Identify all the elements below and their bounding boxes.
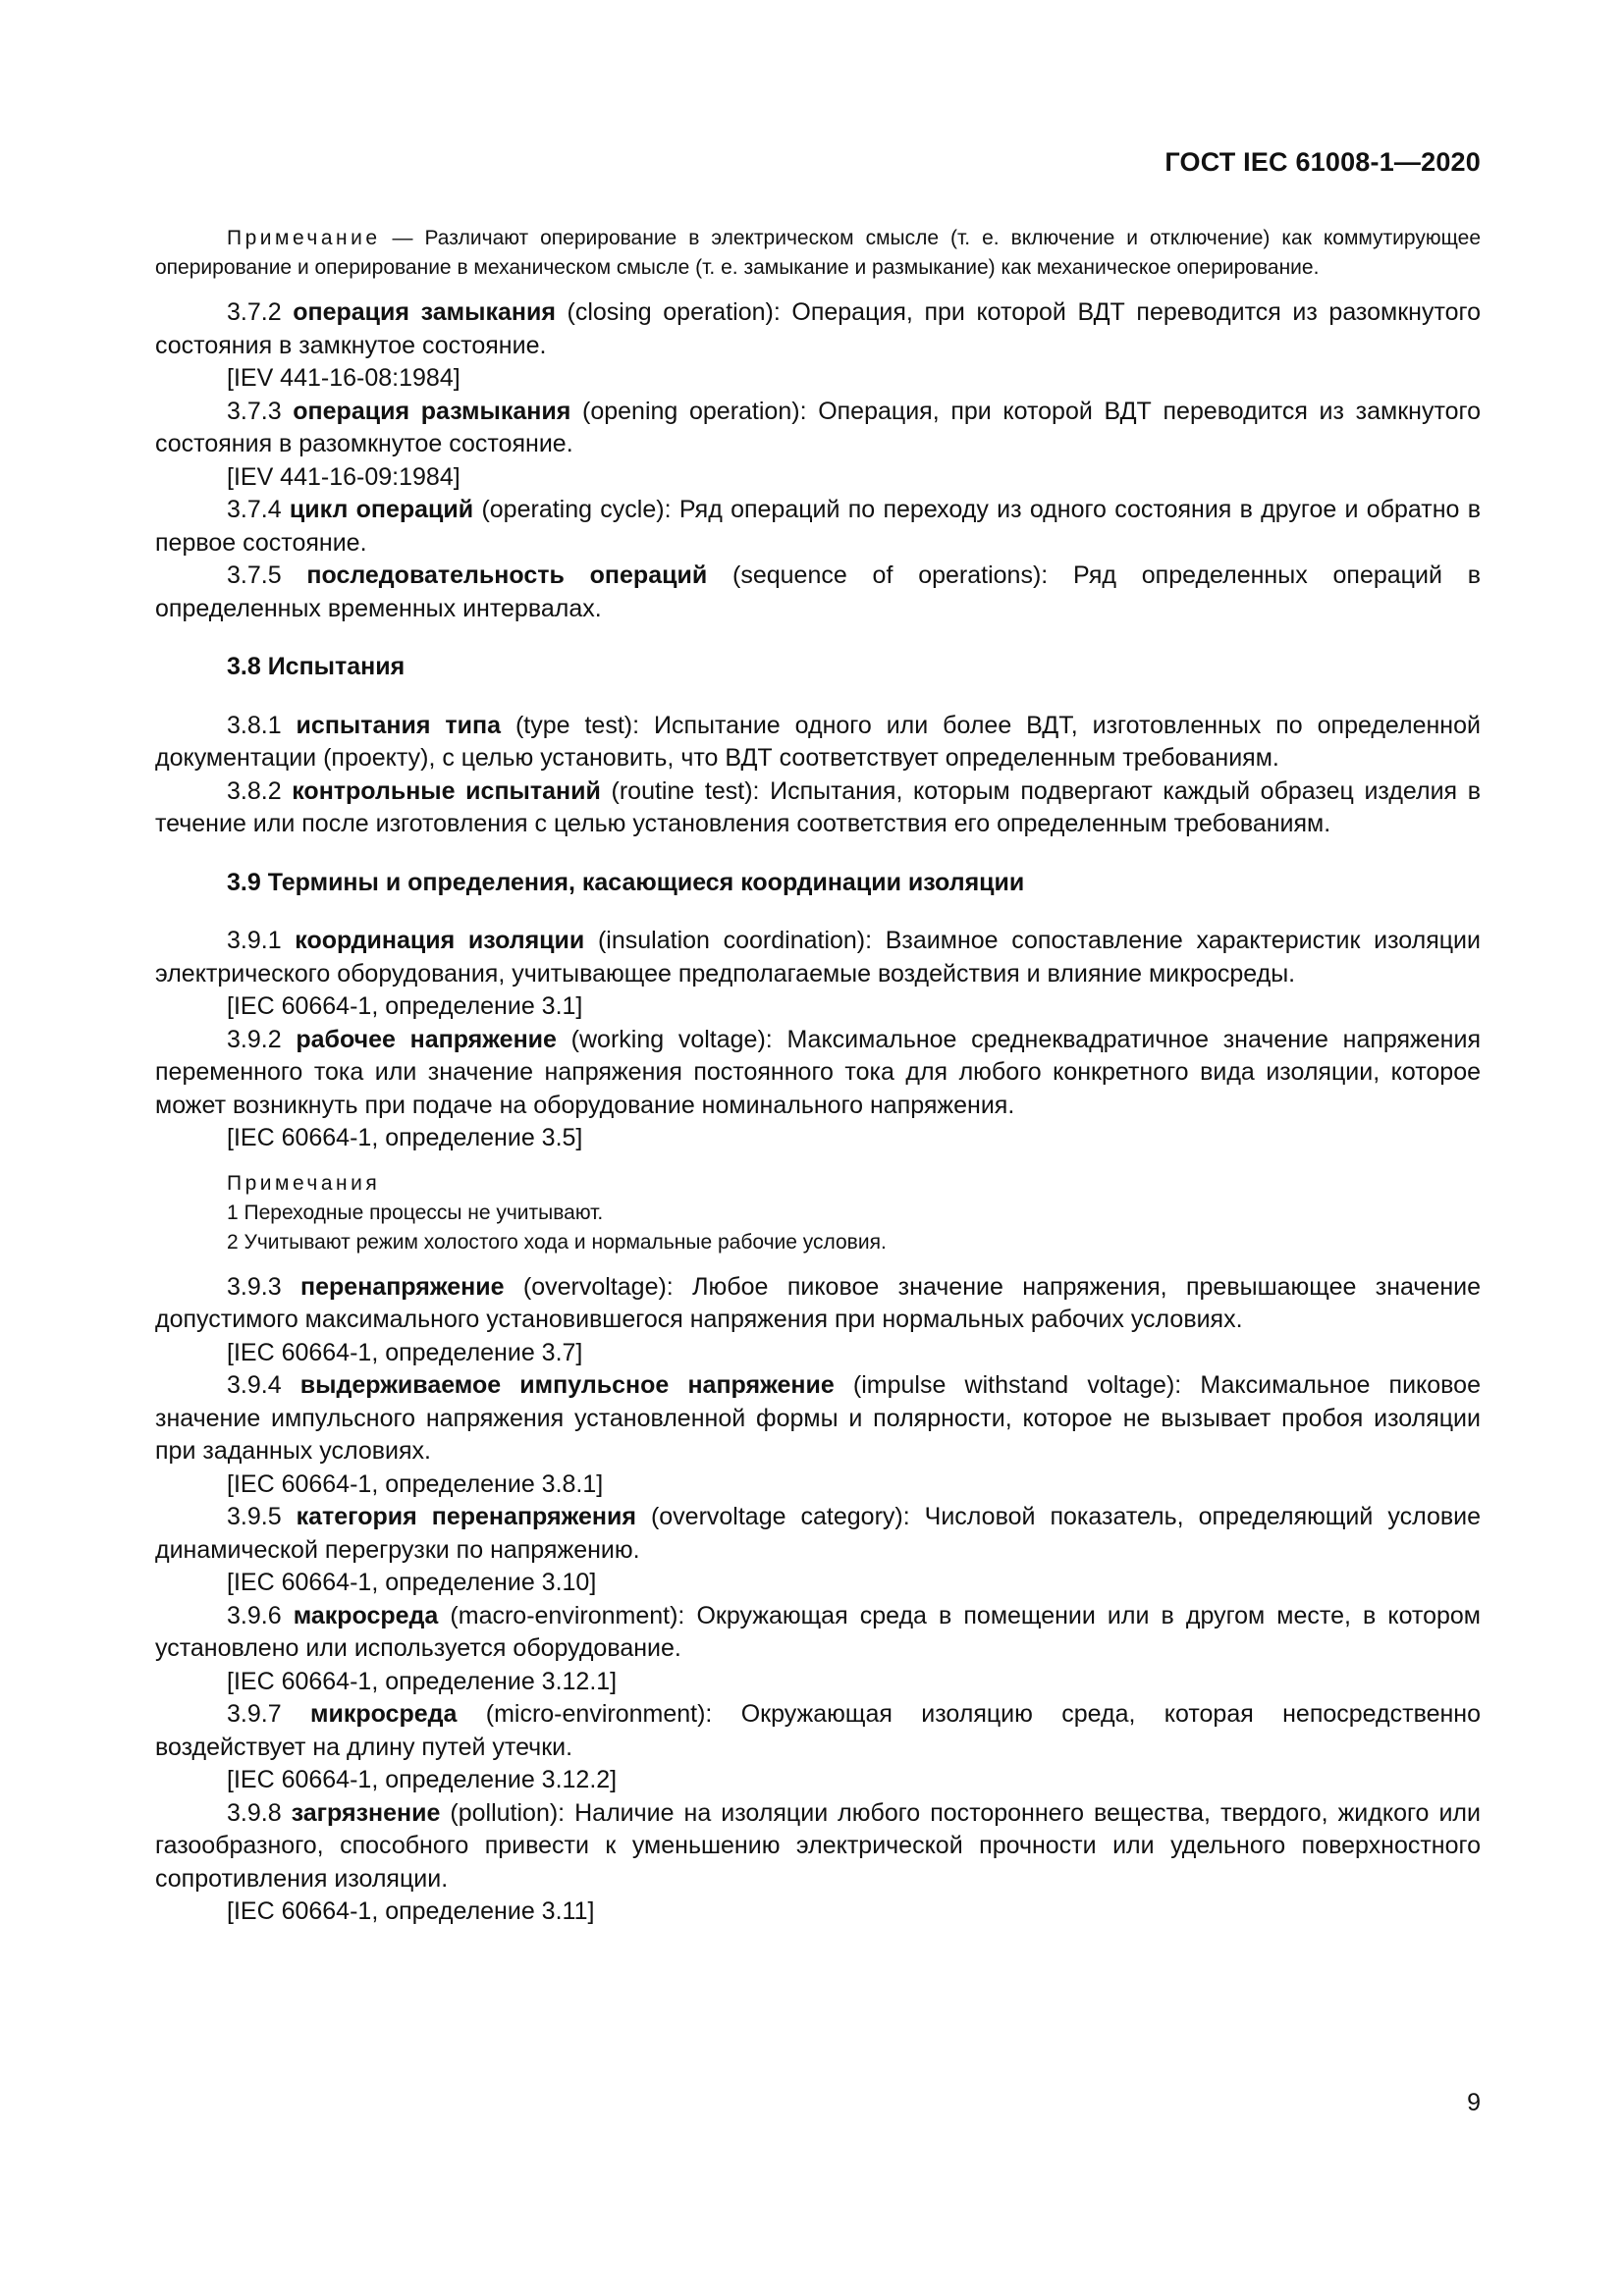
term-3-7-2: 3.7.2 операция замыкания (closing operation): Операция, при которой ВДТ переводится из разомкнутого состояния в замкнутое состояние. (155, 298, 1481, 359)
term-name: цикл операций (289, 496, 474, 523)
term-reference: [IEC 60664-1, определение 3.1] (227, 992, 583, 1020)
term-3-7-5: 3.7.5 последовательность операций (sequence of operations): Ряд определенных операций в определенных временных интервалах. (155, 561, 1481, 622)
term-3-9-6: 3.9.6 макросреда (macro-environment): Окружающая среда в помещении или в другом месте, в котором установлено или используется оборудование. (155, 1601, 1481, 1662)
term-name: категория перенапряжения (296, 1503, 636, 1530)
term-3-7-4: 3.7.4 цикл операций (operating cycle): Ряд операций по переходу из одного состояния в другое и обратно в первое состояние. (155, 496, 1481, 557)
term-3-9-5: 3.9.5 категория перенапряжения (overvoltage category): Числовой показатель, определяющий условие динамической перегрузки по напряжению. (155, 1503, 1481, 1564)
document-body (155, 224, 1481, 1929)
term-reference: [IEC 60664-1, определение 3.11] (227, 1897, 595, 1925)
term-name: загрязнение (291, 1798, 441, 1827)
term-name: последовательность операций (306, 561, 708, 589)
note-item: 2 Учитывают режим холостого хода и нормальные рабочие условия. (227, 1230, 887, 1254)
term-name: операция размыкания (293, 397, 571, 425)
note-item: 1 Переходные процессы не учитывают. (227, 1201, 604, 1224)
term-reference: [IEC 60664-1, определение 3.7] (227, 1338, 583, 1366)
section-heading-3-9: 3.9 Термины и определения, касающиеся координации изоляции (227, 868, 1025, 896)
page-number: 9 (1467, 2089, 1481, 2116)
note-text: Различают оперирование в электрическом смысле (т. е. включение и отключение) как коммутирующее оперирование и оперирование в механическом смысле (т. е. замыкание и размыкание) как механическое оперирование. (155, 227, 1482, 279)
term-name: макросреда (293, 1601, 439, 1629)
section-heading-3-8: 3.8 Испытания (227, 653, 406, 680)
term-reference: [IEV 441-16-08:1984] (227, 364, 460, 392)
term-name: испытания типа (296, 711, 502, 739)
term-3-9-7: 3.9.7 микросреда (micro-environment): Окружающая изоляцию среда, которая непосредственно воздействует на длину путей утечки. (155, 1700, 1481, 1761)
term-3-7-3: 3.7.3 операция размыкания (opening operation): Операция, при которой ВДТ переводится из замкнутого состояния в разомкнутое состояние. (155, 397, 1481, 457)
term-reference: [IEC 60664-1, определение 3.12.2] (227, 1766, 618, 1793)
term-name: перенапряжение (300, 1272, 505, 1301)
term-3-8-1: 3.8.1 испытания типа (type test): Испытание одного или более ВДТ, изготовленных по определенной документации (проекту), с целью установить, что ВДТ соответствует определенным требованиям. (155, 711, 1481, 772)
term-reference: [IEV 441-16-09:1984] (227, 462, 460, 491)
term-3-9-2: 3.9.2 рабочее напряжение (working voltage): Максимальное среднеквадратичное значение напряжения переменного тока или значение напряжения постоянного тока для любого конкретного вида изоляции, которое может возникнуть при подаче на оборудование номинального напряжения. (155, 1025, 1481, 1119)
term-reference: [IEC 60664-1, определение 3.12.1] (227, 1667, 618, 1695)
document-page (155, 0, 1481, 2296)
note-paragraph: Примечание — Различают оперирование в электрическом смысле (т. е. включение и отключение) как коммутирующее оперирование и оперирование в механическом смысле (т. е. замыкание и размыкание) как механическое оперирование. (155, 227, 1482, 279)
standard-designation: ГОСТ IEC 61008-1—2020 (1164, 147, 1481, 177)
term-name: микросреда (309, 1700, 458, 1728)
term-reference: [IEC 60664-1, определение 3.8.1] (227, 1469, 604, 1498)
term-3-9-8: 3.9.8 загрязнение (pollution): Наличие на изоляции любого постороннего вещества, твердого, жидкого или газообразного, способного привести к уменьшению электрической прочности или удельного поверхностного сопротивления изоляции. (155, 1798, 1481, 1893)
term-3-9-1: 3.9.1 координация изоляции (insulation coordination): Взаимное сопоставление характеристик изоляции электрического оборудования, учитывающее предполагаемые воздействия и влияние микросреды. (155, 927, 1481, 988)
term-name: рабочее напряжение (296, 1025, 557, 1053)
term-reference: [IEC 60664-1, определение 3.5] (227, 1124, 583, 1151)
term-name: операция замыкания (293, 298, 556, 326)
note-label: Примечание (227, 227, 381, 249)
term-3-9-3: 3.9.3 перенапряжение (overvoltage): Любое пиковое значение напряжения, превышающее значение допустимого максимального установившегося напряжения при нормальных рабочих условиях. (155, 1272, 1481, 1333)
notes-title: Примечания (227, 1171, 381, 1195)
term-3-9-4: 3.9.4 выдерживаемое импульсное напряжение (impulse withstand voltage): Максимальное пиковое значение импульсного напряжения установленной формы и полярности, которое не вызывает пробоя изоляции при заданных условиях. (155, 1371, 1481, 1465)
term-name: выдерживаемое импульсное напряжение (299, 1371, 835, 1399)
term-name: координация изоляции (295, 927, 585, 954)
term-3-8-2: 3.8.2 контрольные испытаний (routine test): Испытания, которым подвергают каждый образец изделия в течение или после изготовления с целью установления соответствия его определенным требованиям. (155, 776, 1481, 837)
term-reference: [IEC 60664-1, определение 3.10] (227, 1569, 597, 1596)
term-name: контрольные испытаний (292, 776, 601, 805)
